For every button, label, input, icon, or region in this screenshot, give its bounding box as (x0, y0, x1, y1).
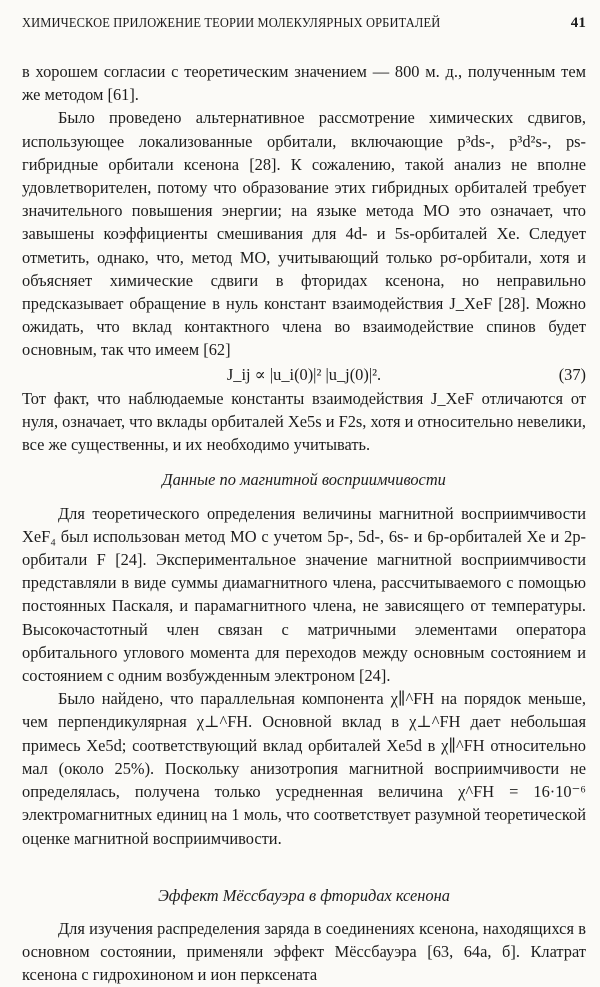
paragraph-magnetic-results: Было найдено, что параллельная компонента χ∥^FH на порядок меньше, чем перпендикулярная χ⊥^FH. Основной вклад в χ⊥^FH дает небольшая примесь Xe5d; соответствующий вклад орбиталей Xe5d в χ∥^FH относительно мал (около 25%). Поскольку анизотропия магнитной восприимчивости не определялась, получена только усредненная величина χ^FH = 16·10⁻⁶ электромагнитных единиц на 1 моль, что соответствует разумной теоретической оценке магнитной восприимчивости. (22, 689, 586, 848)
page-body (22, 60, 586, 987)
paragraph-chemical-shifts: Было проведено альтернативное рассмотрение химических сдвигов, использующее локализованные орбитали, включающие p³ds-, p³d²s-, ps-гибридные орбитали ксенона [28]. К сожалению, такой анализ не вполне удовлетворителен, потому что образование этих гибридных орбиталей требует значительного повышения энергии; на языке метода МО это означает, что завышены коэффициенты смешивания для 4d- и 5s-орбиталей Xe. Следует отметить, однако, что, метод МО, учитывающий только pσ-орбитали, хотя и объясняет химические сдвиги в фторидах ксенона, но неправильно предсказывает обращение в нуль констант взаимодействия J_XeF [28]. Можно ожидать, что вклад контактного члена во взаимодействие спинов будет основным, так что имеем [62] (22, 108, 586, 360)
equation-number: (37) (558, 364, 586, 384)
equation-body: J_ij ∝ |u_i(0)|² |u_j(0)|². (226, 364, 382, 384)
running-header (22, 15, 586, 31)
section-gap (22, 850, 586, 872)
paragraph-continuation: в хорошем согласии с теоретическим значением — 800 м. д., полученным тем же методом [61]. (22, 62, 586, 105)
equation-37 (22, 363, 586, 386)
section-heading-mossbauer: Эффект Мёссбауэра в фторидах ксенона (158, 885, 450, 905)
paragraph-mossbauer: Для изучения распределения заряда в соединениях ксенона, находящихся в основном состоянии, применяли эффект Мёссбауэра [63, 64а, б]. Клатрат ксенона с гидрохиноном и ион перксената (22, 918, 586, 985)
page-number: 41 (570, 15, 586, 31)
paragraph-magnetic-method: Для теоретического определения величины магнитной восприимчивости XeF₄ был использован метод МО с учетом 5p-, 5d-, 6s- и 6p-орбиталей Xe и 2p-орбитали F [24]. Экспериментальное значение магнитной восприимчивости представляли в виде суммы диамагнитного члена, рассчитываемого с помощью постоянных Паскаля, и парамагнитного члена, не зависящего от температуры. Высокочастотный член связан с матричными элементами оператора орбитального углового момента для переходов между основным состоянием и состоянием с одним возбужденным электроном [24]. (22, 503, 586, 686)
running-header-title: ХИМИЧЕСКОЕ ПРИЛОЖЕНИЕ ТЕОРИИ МОЛЕКУЛЯРНЫХ ОРБИТАЛЕЙ (22, 15, 441, 30)
paragraph-coupling-constants: Тот факт, что наблюдаемые константы взаимодействия J_XeF отличаются от нуля, означает, что вклады орбиталей Xe5s и F2s, хотя и относительно невелики, все же существенны, и их необходимо учитывать. (22, 388, 586, 455)
section-heading-magnetic-susceptibility: Данные по магнитной восприимчивости (162, 470, 446, 490)
